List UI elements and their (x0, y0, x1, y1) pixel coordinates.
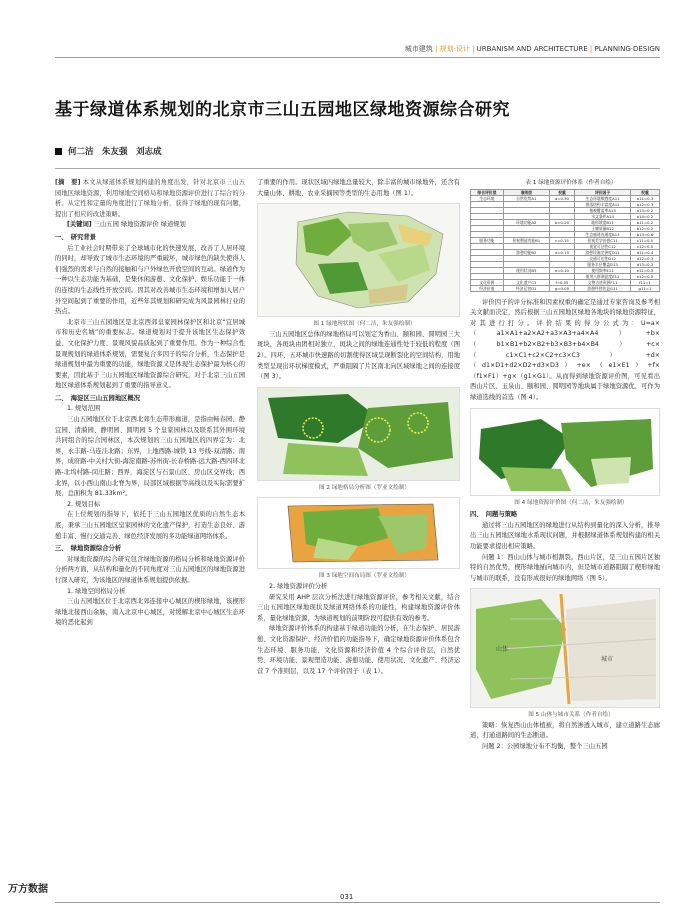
paragraph: 评价因子的评分标准和因素权重的确定是通过专家咨询及参考相关文献而决定，然后根据三山五园地区绿地各地块的绿地资源特征，对其进行打分。评价结果的得分公式为：U=a×（a1×A1+a2×A2+a3×A3+a4×A4）+b×（b1×B1+b2×B2+b3×B3+b4×B4）+c×（c1×C1+c2×C2+c3×C3）+d×（d1×D1+d2×D2+d3×D3）+e×（e1×E1）+f×（f1×F1）+g×（g1×G1）。从而得到绿地资源评价图，可见看出西山片区、玉泉山、颐和园、圆明园等地块属于绿地资源优，可作为绿道选线的首选（图 4）。 (470, 298, 660, 401)
paragraph: 了重要的作用。现状区域内绿地总量较大，除丰富的城市绿地外，还含有大量山体、耕地、农业采摘园等类型的生态用地（图 1）。 (257, 179, 460, 197)
table-cell: d12=0.3 (630, 255, 659, 261)
table-cell: 经济运营D1 (503, 285, 549, 291)
figure-3-caption: 图 3 绿地空间布局图（罗亚文绘制） (318, 573, 411, 580)
table-cell: f11=1 (630, 279, 659, 285)
table-cell: 游憩功能B2 (503, 249, 549, 255)
table-cell: b12=0.2 (630, 225, 659, 231)
table-cell: 使用人群满意度E12 (575, 273, 631, 279)
section-heading: 一、 研究背景 (55, 233, 96, 241)
page-number: 031 (340, 893, 354, 901)
table-row (471, 285, 660, 291)
table-cell: 游憩设施完善度D11 (575, 249, 631, 255)
table-cell: 环境功能A2 (503, 219, 549, 225)
table-cell: 文化资源 (471, 279, 504, 285)
table-cell: e=0.10 (549, 267, 574, 273)
figure-1-caption: 图 1 绿地现状图（何二洁，朱友强绘制） (313, 321, 416, 328)
database-logo: 万方数据 (8, 884, 48, 895)
table-header-cell: 权重 (630, 189, 659, 195)
table-cell: e11=0.5 (630, 267, 659, 273)
journal-header: 城市建筑 | 规划·设计 | URBANISM AND ARCHITECTURE | PLANNING·DESIGN (404, 45, 660, 53)
table-cell: a11=0.3 (630, 195, 659, 201)
subsection-heading: 1. 绿地空间格局分析 (67, 587, 126, 595)
column-2 (257, 178, 460, 677)
table-header-cell: 准则层 (503, 189, 549, 195)
figure-2-pattern-map (257, 387, 460, 481)
table-cell: c11=0.5 (630, 237, 659, 243)
table-header-cell: 评价因子 (575, 189, 631, 195)
column-1 (55, 178, 245, 629)
table-cell: 使用状况B3 (503, 267, 549, 273)
section-heading: 三、 绿地资源综合分析 (55, 545, 122, 553)
figure-5-mountain-city (470, 588, 660, 708)
table-cell: c=0.15 (549, 237, 574, 243)
table-cell: 生态环境敏感度A11 (575, 195, 631, 201)
table-cell: 文化遗产C1 (503, 279, 549, 285)
paragraph: 通过将三山五园地区的绿地进行从结构到量化的深入分析，推导出三山五园地区绿地水系现状问题，并根据绿道体系规划构建的相关功能要求提出相应策略。 (470, 521, 660, 550)
figure-5-caption: 图 5 山体与城市关系（作者自绘） (528, 712, 614, 719)
table-cell: 土壤质量B12 (575, 225, 631, 231)
table-cell: 生态廊道连通度B13 (575, 231, 631, 237)
abstract (55, 178, 245, 220)
table-cell: 服务半径覆盖D13 (575, 261, 631, 267)
table-cell: e12=0.5 (630, 273, 659, 279)
subsection-heading: 2. 规划目标 (67, 500, 101, 508)
table-cell: a13=0.2 (630, 207, 659, 213)
table-cell: 经济价值 (471, 285, 504, 291)
green-layout-map-image (258, 498, 460, 568)
paragraph: 研究采用 AHP 层次分析法进行绿地资源评价，参考相关文献，结合三山五园地区绿地现状及绿道网络体系的功能性，构建绿地资源评价体系，量化绿地资源，为绿道规划的前期阶段可提供有效的参考。 (257, 593, 460, 622)
keywords (55, 220, 245, 231)
table-cell: 服务功能 (471, 237, 504, 243)
subsection-heading: 2. 绿地资源评价分析 (269, 582, 328, 590)
figure-4-evaluation-map (470, 408, 660, 496)
divider (55, 168, 660, 169)
abstract-text: 本文从绿道体系规划构建的角度出发，针对北京市三山五园地区绿地资源，利用绿地空间格局和绿地资源评价进行了综合的分析。从定性和定量的角度进行了绿地分析，获得了绿地的现有问题，提出了相应的改进策略。 (55, 179, 245, 218)
table-cell: b11=0.2 (630, 219, 659, 225)
table-cell: a12=0.3 (630, 201, 659, 207)
table-cell: 水文条件A14 (575, 213, 631, 219)
table-cell: 交通可达性D12 (575, 255, 631, 261)
table-cell: 自然优势A1 (503, 195, 549, 201)
table-cell: 使用频率E11 (575, 267, 631, 273)
paragraph: 策略：恢复西山山体植被，将自然渗透入城市，建立道路生态廊道，打通道路间的生态断道。 (470, 721, 660, 740)
header-journal-en: URBANISM AND ARCHITECTURE (476, 45, 588, 53)
keywords-text: 三山五园 绿地资源评价 绿道规划 (93, 221, 186, 229)
header-rule (55, 57, 660, 58)
paragraph: 三山五园地区位于北京西北郊连接中心城区的楔形绿地，该楔形绿地北接西山余脉，南入北京中心城区，对缓解北京中心城区生态环境的恶化起到 (55, 598, 245, 627)
table-cell: g=0.05 (549, 285, 574, 291)
paragraph: 三山五园地区位于北京西北郊生态带形廊道，是指由畅春园、静宜园、清漪园、静明园、圆明园 5 个皇家园林以及联系其外围环境共同组合的综合园林区，本次规划的三山五园地区的四界定为：北界，永丰路-马连洼北路；东界，上地西路-城铁 13 号线-双清路；南界，成府路-中关村大街-海淀南路-苏州街-长春桥路-远大路-西四环北路-北坞村路-闵庄路；西界，海淀区与石景山区、房山区交界线；西北界，以小西山南山北脊为界，局部区域根据等高线以及实际需要扩展，总面积为 81.33km²。 (55, 416, 245, 498)
paragraph: 问题 1：西山山体与城市相割裂。西山片区，是三山五园片区独特的自然优势，楔形绿地插向城市内，但是城市道路阻隔了楔形绿地与城市的联系，没有形成很好的绿地网络（图 5）。 (470, 553, 660, 582)
table-cell: d11=0.4 (630, 249, 659, 255)
table-header-cell: 权重 (549, 189, 574, 195)
table-header-cell: 综合评价层 (471, 189, 504, 195)
mountain-city-map-image (471, 589, 660, 707)
table-cell: a=0.30 (549, 195, 574, 201)
paragraph: 后工业社会时期带来了全球城市化的快速发展，改善了人居环境的同时，却导致了城市生态环境的严重破坏，城市绿色的缺失使得人们强烈的需求与自然的接触和与户外绿色开放空间的互动。绿道作为一种以生态功能为基础，是集休闲游憩、文化保护、娱乐功能于一体的连续的生态线性开放空间。因其对改善城市生态环境和增加人居户外空间起到了重要的作用，近些年其规划和研究成为风景园林行业的热点。 (55, 244, 245, 316)
paragraph: 北京市三山五园地区是北京西郊皇家园林保护区和北京“宜居城市和历史名城”的重要标志。绿道规划对于提升该地区生态保护效益、文化保护力度、景观风貌品质起到了重要作用。作为一种综合性景观规划的绿道体系规划，需要复合多因子的综合分析，生态保护是绿道规划中最为重要的功能，绿地资源又是体现生态保护最为核心的要素，因此基于三山五园地区绿地资源综合研究，对于北京三山五园地区绿道体系规划起到了重要的指导意义。 (55, 318, 245, 390)
section-heading: 四、 问题与策略 (470, 511, 518, 519)
figure-3-layout-map (257, 497, 460, 569)
paragraph: 问题 2：公园绿地分布不均衡，整个三山五园 (482, 743, 608, 751)
abstract-label: [摘 要] (55, 179, 81, 186)
keywords-label: [关键词] (67, 221, 92, 229)
table-cell: d13=0.3 (630, 261, 659, 267)
table-cell: b=0.20 (549, 219, 574, 225)
header-section-en: PLANNING·DESIGN (594, 45, 660, 53)
square-bullet-icon (55, 148, 62, 155)
table-cell: 视觉可达性C12 (575, 243, 631, 249)
header-subcategory: 规划·设计 (439, 45, 470, 53)
paragraph: 绿地资源评价体系的构建基于绿道功能的分析，在生态保护、居民游憩、文化资源保护、经济价值的功能指导下，确定绿地资源评价体系包含生态环境、服务功能、文化资源和经济价值 4 个综合评价层，自然优势、环境功能、景观塑造功能、游憩功能、使用状况、文化遗产、经济运营 7 个准则层，以及 17 个评价因子（表 1）。 (257, 625, 460, 675)
table-cell: d=0.15 (549, 249, 574, 255)
table-cell: 文物古迹资源F11 (575, 279, 631, 285)
figure-1-green-space-map (257, 203, 460, 317)
author-names: 何二洁 朱友强 刘志成 (68, 147, 162, 157)
table-cell: f=0.05 (549, 279, 574, 285)
table-cell: g11=1 (630, 285, 659, 291)
column-3 (470, 178, 660, 753)
table-cell: a14=0.2 (630, 213, 659, 219)
city-label: 城市 (601, 656, 614, 664)
paragraph: 在上位规划的指导下，依托于三山五园地区优质的自然生态本底，秉承三山五园地区皇家园林的文化遗产保护，打造生态良好、游憩丰富、慢行交通完善、绿色经济发展的多功能绿道网络体系。 (55, 511, 245, 540)
table-cell: 生态环境 (471, 195, 504, 201)
section-heading: 二、 海淀区三山五园地区概况 (55, 394, 141, 402)
paragraph: 三山五园地区总体的绿地格局可以划定为香山、颐和园、圆明园三大斑块，各斑块由团相对独立，斑块之间的绿地连通性处于较低的程度（图 2）。四环、五环城市快速路的切割使得区域呈现断裂化的空间结构，用地类型呈现出环状梯度模式，严重阻隔了片区南北向区域绿地之间的连接度（图 3）。 (257, 330, 460, 381)
table-cell: 地形坡度B11 (575, 219, 631, 225)
paragraph: 对绿地资源的综合研究包含绿地资源的格局分析和绿地资源评价分析两方面，从结构和量化的不同角度对三山五园地区的绿地资源进行深入研究，为该地区的绿道体系规划提供依据。 (55, 555, 245, 584)
evaluation-map-image (471, 409, 660, 495)
authors (55, 145, 162, 157)
green-space-map-image (258, 204, 460, 316)
footer-rule (55, 902, 660, 903)
table-cell: 群落结构丰富度A12 (575, 201, 631, 207)
subsection-heading: 1. 规划范围 (67, 405, 101, 413)
figure-4-caption: 图 4 绿地资源评价图（何二洁，朱友强绘制） (514, 499, 628, 506)
mountain-label: 山体 (496, 646, 509, 654)
table-cell: 景观塑造功能B1 (503, 237, 549, 243)
header-category: 城市建筑 (404, 45, 433, 53)
table-cell: 游憩经营收益G11 (575, 285, 631, 291)
table-cell: c12=0.5 (630, 243, 659, 249)
table-cell: 景观美学价值C11 (575, 237, 631, 243)
article-title: 基于绿道体系规划的北京市三山五园地区绿地资源综合研究 (55, 100, 510, 120)
figure-2-caption: 图 2 绿地格局分析图（罗亚文绘制） (318, 484, 411, 491)
evaluation-table (470, 189, 660, 292)
table-cell: b13=0.6 (630, 231, 659, 237)
table-cell: 植被覆盖率A13 (575, 207, 631, 213)
green-pattern-map-image (258, 388, 460, 480)
table-1-title: 表 1 绿地资源评价体系（作者自绘） (525, 180, 617, 186)
